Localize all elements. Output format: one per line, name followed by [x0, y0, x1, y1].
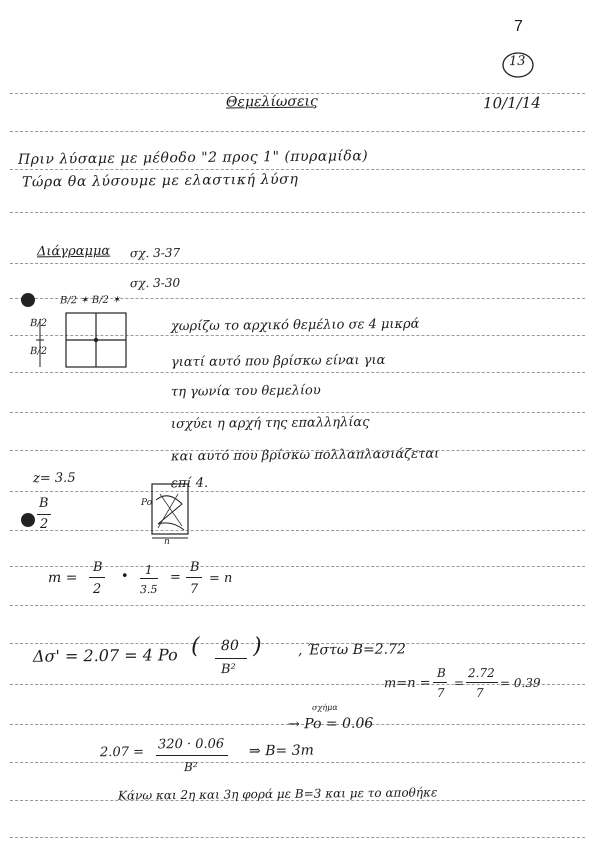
ratio-f2-num: 1 — [144, 562, 153, 578]
final-lhs: 2.07 = — [99, 744, 145, 761]
depth-fraction-numerator: B — [38, 495, 49, 512]
binder-hole — [21, 513, 35, 527]
binder-hole — [21, 293, 35, 307]
explanation-line-2: γιατί αυτό που βρίσκω είναι για — [170, 352, 386, 371]
ratio-tail: = n — [208, 570, 233, 587]
paren-close: ) — [252, 633, 262, 660]
ratio-f3-den: 7 — [189, 581, 199, 598]
explanation-line-4: ισχύει η αρχή της επαλληλίας — [170, 414, 370, 433]
closing-line: Κάνω και 2η και 3η φορά με B=3 και με το αποθήκε — [117, 785, 438, 803]
section-heading: Διάγραμμα — [36, 243, 111, 260]
fraction-bar — [140, 578, 158, 579]
depth-z: z= 3.5 — [32, 470, 76, 487]
ruled-line — [10, 491, 585, 492]
final-num: 320 · 0.06 — [157, 736, 225, 753]
formula-frac-den: B² — [220, 661, 236, 678]
grid-left-lower-label: B/2 — [29, 345, 48, 358]
explanation-line-1: χωρίζω το αρχικό θεμέλιο σε 4 μικρά — [170, 316, 420, 335]
ruled-line — [10, 131, 585, 132]
ruled-line — [10, 684, 585, 685]
formula-frac-num: 80 — [220, 637, 239, 655]
ruled-line — [10, 412, 585, 413]
ratio-dot: • — [120, 568, 129, 585]
area-sketch — [148, 480, 198, 542]
po-result: → Po = 0.06 — [287, 715, 374, 733]
formula-lhs: Δσ' = 2.07 = 4 Po — [32, 645, 178, 666]
explanation-line-5: και αυτό που βρίσκω πολλαπλασιάζεται — [170, 446, 440, 465]
ruled-line — [10, 212, 585, 213]
depth-fraction-denominator: 2 — [39, 516, 49, 533]
intro-line-1: Πριν λύσαμε με μέθοδο "2 προς 1" (πυραμίδα) — [17, 148, 369, 168]
ratio-f3-num: B — [189, 559, 200, 576]
paren-open: ( — [190, 633, 200, 660]
grid-left-upper-label: B/2 — [29, 317, 48, 330]
fraction-bar — [186, 577, 202, 578]
po-label: Po — [140, 497, 153, 509]
margin-note: σχήμα — [311, 702, 338, 713]
fraction-bar — [433, 682, 447, 683]
n-label: n — [163, 536, 170, 548]
mn-num2: 2.72 — [467, 665, 495, 681]
fraction-bar — [156, 755, 228, 756]
fraction-bar — [466, 682, 498, 683]
figure-ref-2: σχ. 3-30 — [129, 275, 181, 291]
explanation-line-6: επί 4. — [170, 475, 209, 492]
mn-result: = 0.39 — [499, 675, 541, 691]
ratio-eq: = — [169, 569, 181, 586]
ruled-line — [10, 530, 585, 531]
ruled-line — [10, 837, 585, 838]
fraction-bar — [89, 577, 105, 578]
ruled-line — [10, 169, 585, 170]
circled-number: 13 — [508, 53, 526, 70]
mn-eq: = — [453, 675, 465, 691]
foundation-grid-sketch — [36, 305, 136, 375]
formula-aside: , Έστω B=2.72 — [297, 641, 406, 659]
ratio-f1-den: 2 — [92, 581, 102, 598]
mn-lhs: m=n = — [383, 675, 431, 692]
ratio-f1-num: B — [92, 559, 103, 576]
ratio-m: m = — [47, 569, 78, 587]
final-den: B² — [183, 759, 198, 775]
ruled-line — [10, 762, 585, 763]
explanation-line-3: τη γωνία του θεμελίου — [170, 383, 321, 400]
figure-ref-1: σχ. 3-37 — [129, 245, 181, 261]
ruled-line — [10, 263, 585, 264]
page-title: Θεμελίωσεις — [225, 93, 318, 111]
fraction-bar — [37, 514, 51, 515]
mn-num1: B — [436, 665, 446, 681]
ruled-line — [10, 605, 585, 606]
mn-den1: 7 — [436, 685, 445, 701]
page-date: 10/1/14 — [482, 93, 541, 113]
ratio-f2-den: 3.5 — [139, 582, 158, 597]
intro-line-2: Τώρα θα λύσουμε με ελαστική λύση — [21, 171, 299, 191]
fraction-bar — [215, 658, 247, 659]
final-result: ⇒ B= 3m — [248, 742, 314, 760]
page-number: 7 — [514, 18, 523, 35]
mn-den2: 7 — [475, 685, 484, 701]
grid-top-label: B/2 ✶ B/2 ✶ — [59, 294, 121, 307]
